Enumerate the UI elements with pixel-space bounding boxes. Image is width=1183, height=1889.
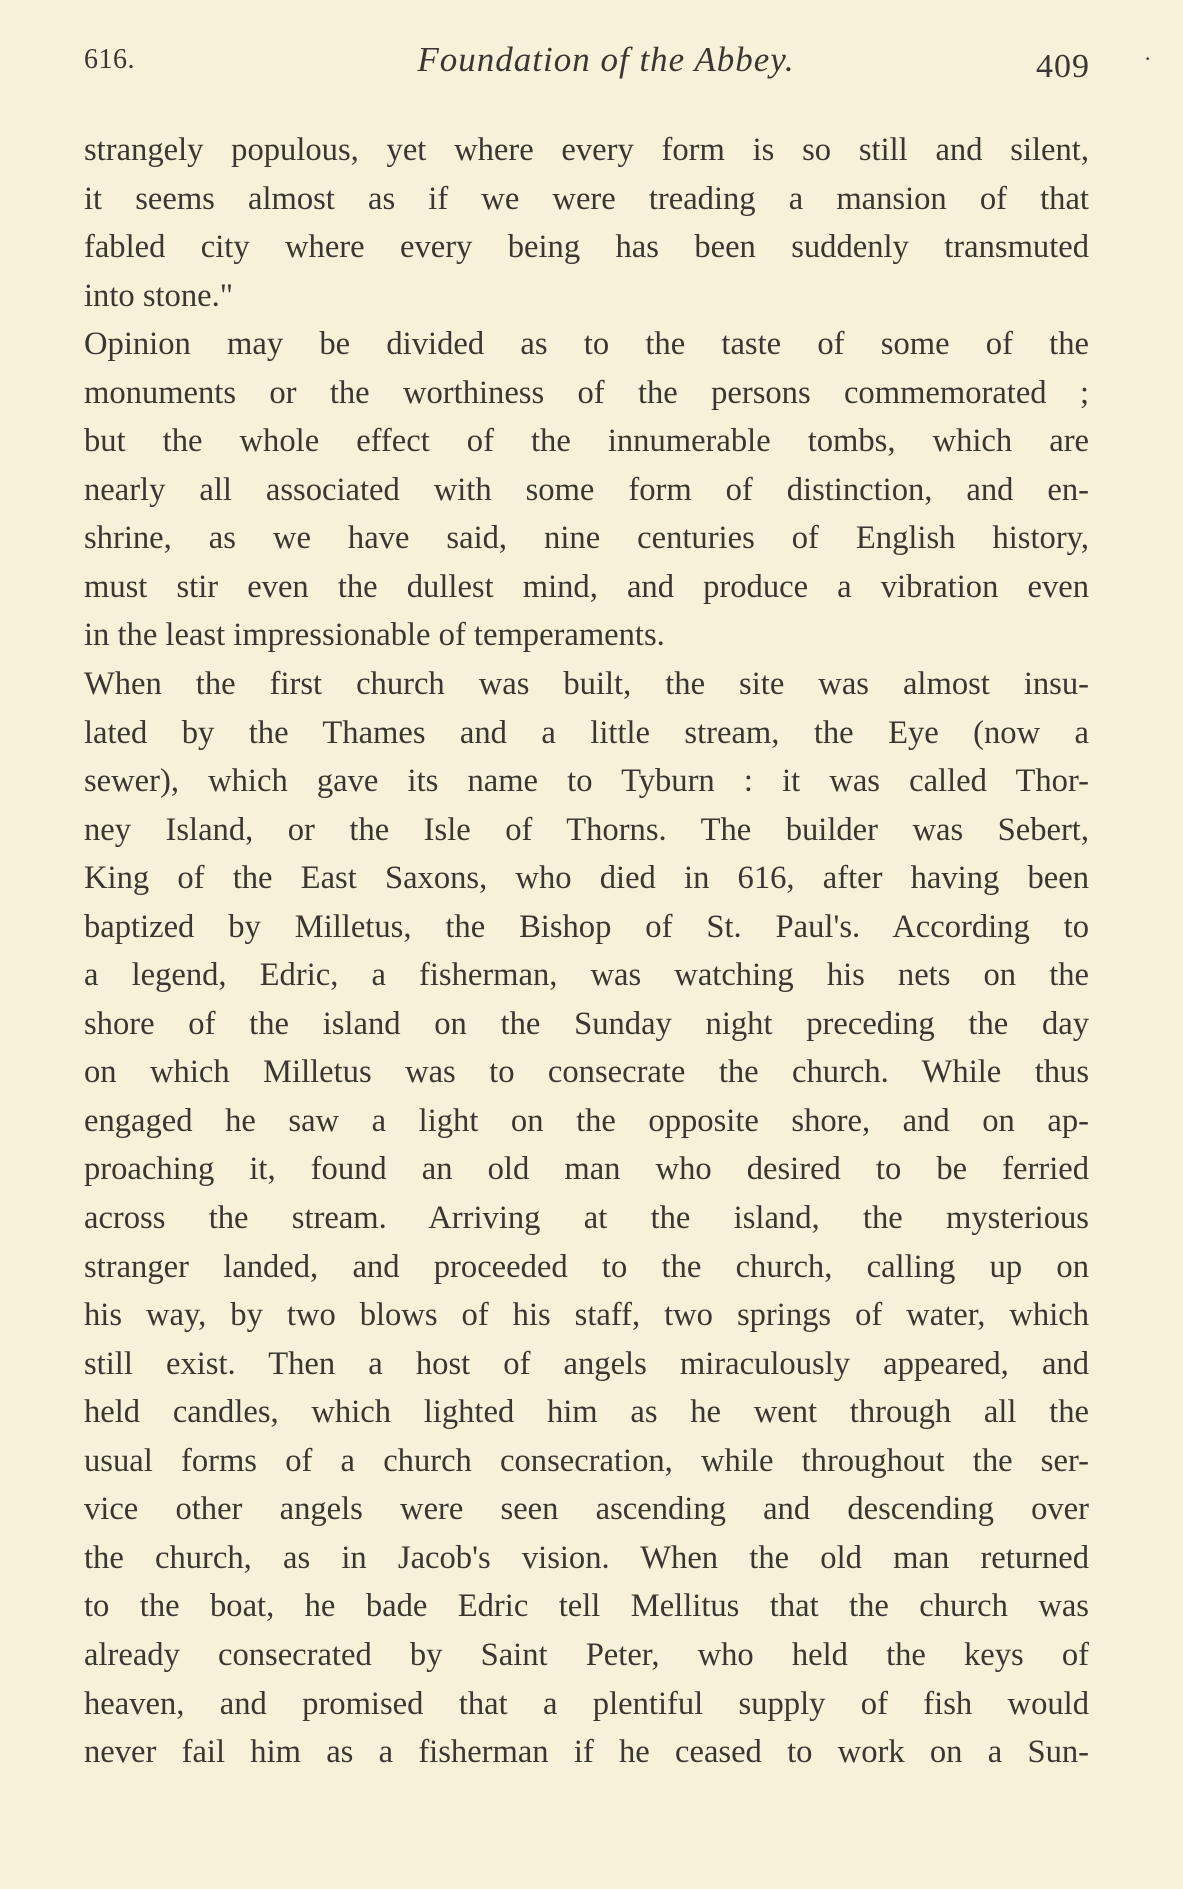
text-line: King of the East Saxons, who died in 616, after having been <box>84 860 1089 897</box>
text-line: When the first church was built, the site was almost insu- <box>84 666 1089 703</box>
text-line: across the stream. Arriving at the island, the mysterious <box>84 1200 1089 1237</box>
running-title: Foundation of the Abbey. <box>417 40 795 79</box>
text-line: Opinion may be divided as to the taste of some of the <box>84 326 1089 363</box>
text-line: vice other angels were seen ascending and descending over <box>84 1491 1089 1528</box>
text-line: to the boat, he bade Edric tell Mellitus that the church was <box>84 1588 1089 1625</box>
text-line: shrine, as we have said, nine centuries of English history, <box>84 520 1089 557</box>
page-header <box>84 40 1152 100</box>
text-line: a legend, Edric, a fisherman, was watching his nets on the <box>84 957 1089 994</box>
body-text <box>84 126 1089 1777</box>
text-line: sewer), which gave its name to Tyburn : it was called Thor- <box>84 763 1089 800</box>
text-line: still exist. Then a host of angels miraculously appeared, and <box>84 1345 1089 1382</box>
text-line: strangely populous, yet where every form is so still and silent, <box>84 132 1089 168</box>
text-line: into stone." <box>84 277 234 314</box>
text-line: held candles, which lighted him as he went through all the <box>84 1394 1089 1431</box>
page-number: 409 <box>1036 48 1090 85</box>
text-line: in the least impressionable of temperaments. <box>84 617 665 654</box>
text-line: proaching it, found an old man who desired to be ferried <box>84 1151 1089 1188</box>
text-line: engaged he saw a light on the opposite shore, and on ap- <box>84 1102 1089 1139</box>
text-line: but the whole effect of the innumerable tombs, which are <box>84 423 1089 460</box>
text-line: shore of the island on the Sunday night preceding the day <box>84 1005 1089 1042</box>
text-line: baptized by Milletus, the Bishop of St. Paul's. According to <box>84 908 1089 945</box>
text-line: his way, by two blows of his staff, two springs of water, which <box>84 1297 1089 1334</box>
text-line: never fail him as a fisherman if he ceased to work on a Sun- <box>84 1734 1089 1771</box>
text-line: lated by the Thames and a little stream, the Eye (now a <box>84 714 1089 751</box>
text-line: already consecrated by Saint Peter, who held the keys of <box>84 1636 1089 1673</box>
text-line: on which Milletus was to consecrate the church. While thus <box>84 1054 1089 1091</box>
text-line: heaven, and promised that a plentiful supply of fish would <box>84 1685 1089 1722</box>
text-line: ney Island, or the Isle of Thorns. The builder was Sebert, <box>84 811 1089 848</box>
text-line: must stir even the dullest mind, and produce a vibration even <box>84 568 1089 605</box>
text-line: fabled city where every being has been suddenly transmuted <box>84 229 1089 266</box>
text-line: the church, as in Jacob's vision. When the old man returned <box>84 1539 1089 1576</box>
margin-mark: · <box>1144 46 1152 71</box>
text-line: monuments or the worthiness of the persons commemorated ; <box>84 374 1089 411</box>
text-line: stranger landed, and proceeded to the church, calling up on <box>84 1248 1089 1285</box>
text-line: usual forms of a church consecration, while throughout the ser- <box>84 1442 1089 1479</box>
text-line: nearly all associated with some form of distinction, and en- <box>84 471 1089 508</box>
marginal-year: 616. <box>84 44 135 75</box>
text-line: it seems almost as if we were treading a mansion of that <box>84 180 1089 217</box>
